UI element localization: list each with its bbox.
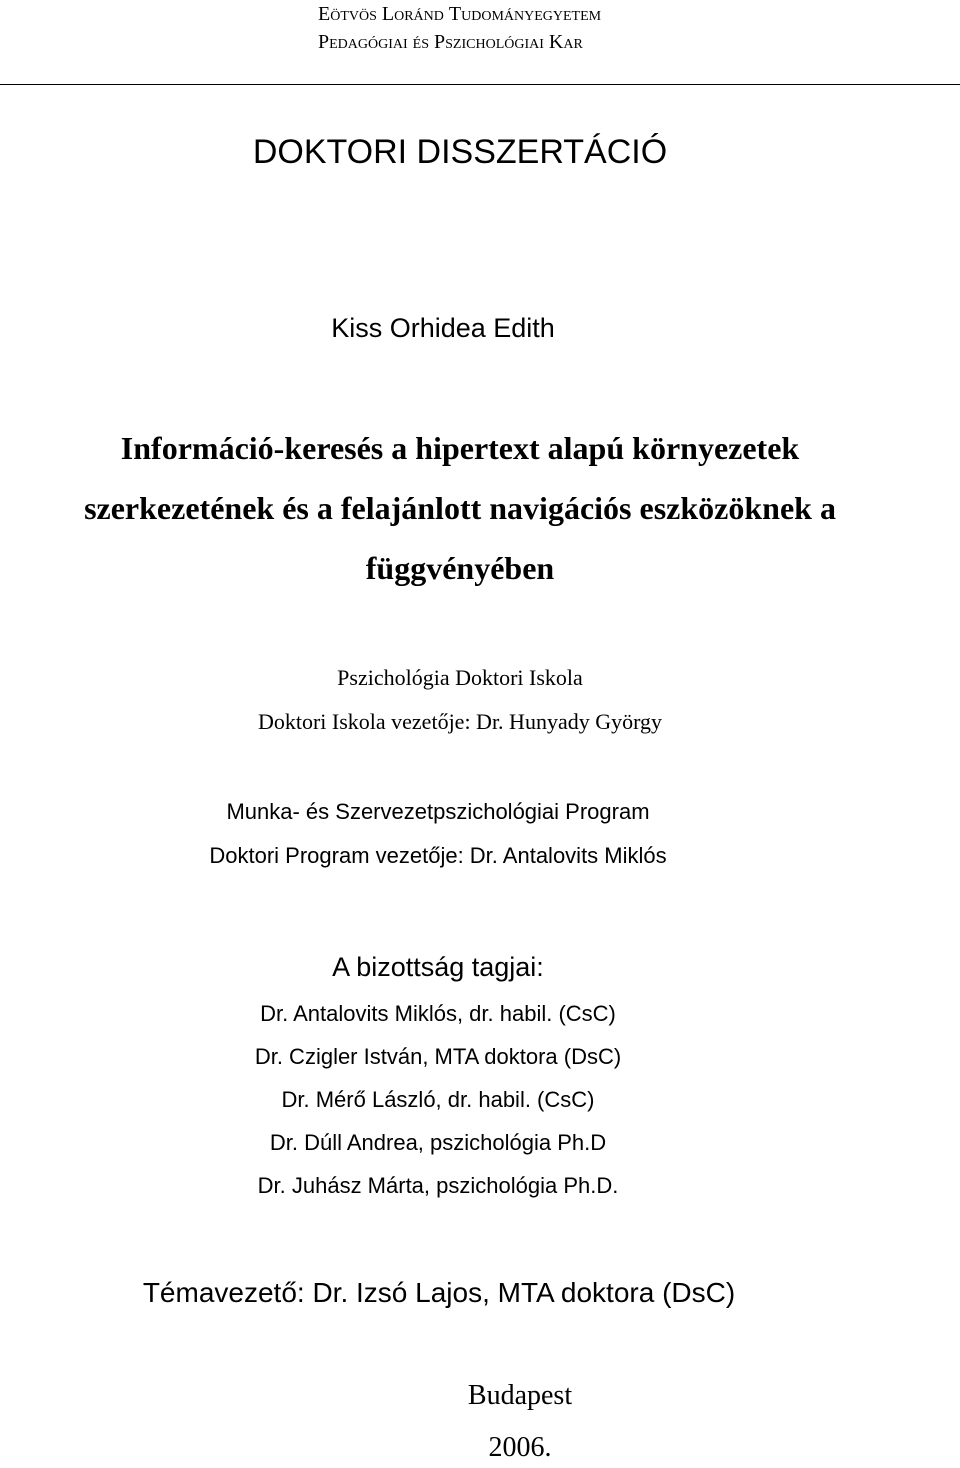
document-type: DOKTORI DISSZERTÁCIÓ	[252, 133, 668, 171]
doctoral-program-head: Doktori Program vezetője: Dr. Antalovits Miklós	[209, 843, 667, 868]
university-word-2: oránd	[394, 3, 449, 25]
supervisor: Témavezető: Dr. Izsó Lajos, MTA doktora (DsC)	[142, 1277, 736, 1308]
university-name	[318, 0, 601, 28]
thesis-title-line-2: szerkezetének és a felajánlott navigációs eszközöknek a	[84, 490, 836, 526]
institution-header	[318, 0, 601, 56]
header-divider	[0, 84, 960, 85]
faculty-initial-1: P	[318, 31, 330, 53]
doctoral-school-head: Doktori Iskola vezetője: Dr. Hunyady György	[257, 709, 663, 734]
city: Budapest	[467, 1380, 573, 1411]
university-word-3: udományegyetem	[461, 3, 602, 25]
faculty-initial-2: P	[434, 31, 446, 53]
committee-heading: A bizottság tagjai:	[332, 952, 544, 982]
thesis-title-line-3: függvényében	[365, 550, 555, 586]
university-initial-2: L	[381, 3, 395, 25]
faculty-word-1: edagógiai és	[329, 31, 435, 53]
committee-member: Dr. Mérő László, dr. habil. (CsC)	[281, 1087, 595, 1112]
faculty-initial-3: K	[548, 31, 564, 53]
committee	[0, 942, 918, 1207]
committee-member: Dr. Czigler István, MTA doktora (DsC)	[254, 1044, 622, 1069]
doctoral-school-name: Pszichológia Doktori Iskola	[337, 665, 583, 690]
year: 2006.	[488, 1432, 552, 1463]
author-name: Kiss Orhidea Edith	[331, 313, 555, 343]
university-word-1: ötvös	[330, 3, 382, 25]
thesis-title	[0, 418, 940, 598]
faculty-word-2: szichológiai	[445, 31, 549, 53]
doctoral-program	[0, 790, 918, 878]
committee-member: Dr. Antalovits Miklós, dr. habil. (CsC)	[260, 1001, 616, 1026]
committee-member: Dr. Dúll Andrea, pszichológia Ph.D	[269, 1130, 607, 1155]
faculty-name	[318, 28, 601, 56]
university-initial-1: E	[318, 3, 331, 25]
committee-member: Dr. Juhász Márta, pszichológia Ph.D.	[257, 1173, 619, 1198]
faculty-word-3: ar	[563, 31, 583, 53]
university-initial-3: T	[448, 3, 462, 25]
thesis-title-line-1: Információ-keresés a hipertext alapú környezetek	[120, 430, 800, 466]
doctoral-program-name: Munka- és Szervezetpszichológiai Program	[226, 799, 650, 824]
doctoral-school	[0, 656, 940, 744]
